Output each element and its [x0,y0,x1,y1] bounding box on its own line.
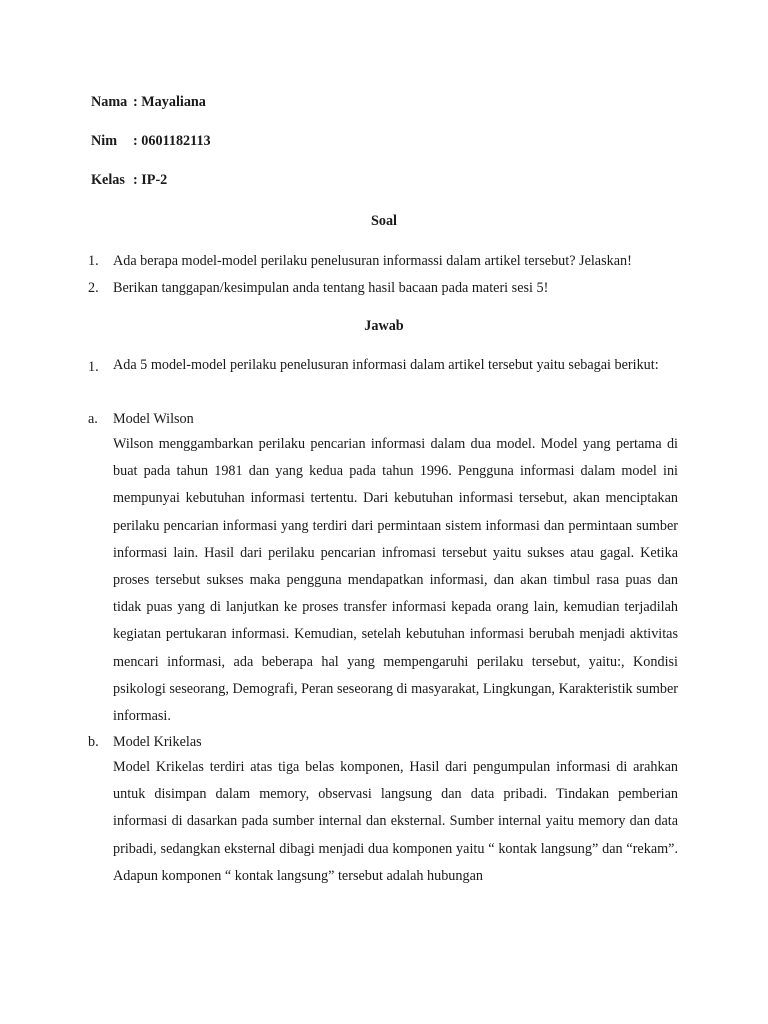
kelas-line [91,172,167,189]
question-number: 1. [88,253,99,269]
name-label: Nama [91,94,128,110]
model-title: Model Krikelas [113,734,202,750]
model-letter: b. [88,734,99,750]
question-text: Berikan tanggapan/kesimpulan anda tentang hasil bacaan pada materi sesi 5! [113,280,549,296]
name-line [91,94,206,111]
nim-value: : 0601182113 [133,133,211,149]
model-title: Model Wilson [113,411,194,427]
kelas-label: Kelas [91,172,125,188]
model-letter: a. [88,411,98,427]
nim-line [91,133,211,150]
name-value: : Mayaliana [133,94,206,110]
model-body: Wilson menggambarkan perilaku pencarian informasi dalam dua model. Model yang pertama di buat pada tahun 1981 dan yang kedua pada tahun 1996. Pengguna informasi dalam model ini mempunyai kebutuhan informasi tertentu. Dari kebutuhan informasi tersebut, akan menciptakan perilaku pencarian informasi yang terdiri dari permintaan sistem informasi dan permintaan sumber informasi lain. Hasil dari perilaku pencarian infromasi tersebut yaitu sukses atau gagal. Ketika proses tersebut sukses maka pengguna mendapatkan informasi, dan akan timbul rasa puas dan tidak puas yang di lanjutkan ke proses transfer informasi kepada orang lain, kemudian terjadilah kegiatan pertukaran informasi. Kemudian, setelah kebutuhan informasi berubah menjadi aktivitas mencari informasi, ada beberapa hal yang mempengaruhi perilaku tersebut, yaitu:, Kondisi psikologi seseorang, Demografi, Peran seseorang di masyarakat, Lingkungan, Karakteristik sumber informasi. [113,436,678,725]
answer-intro: Ada 5 model-model perilaku penelusuran informasi dalam artikel tersebut yaitu sebagai berikut: [113,357,659,373]
answer-number: 1. [88,359,99,375]
nim-label: Nim [91,133,118,149]
jawab-heading: Jawab [364,318,404,334]
model-body: Model Krikelas terdiri atas tiga belas komponen, Hasil dari pengumpulan informasi di arahkan untuk disimpan dalam memory, observasi langsung dan data pribadi. Tindakan pemberian informasi di dasarkan pada sumber internal dan eksternal. Sumber internal yaitu memory dan data pribadi, sedangkan eksternal dibagi menjadi dua komponen yaitu “ kontak langsung” dan “rekam”. Adapun komponen “ kontak langsung” tersebut adalah hubungan [113,759,678,884]
question-text: Ada berapa model-model perilaku penelusuran informassi dalam artikel tersebut? Jelaskan! [113,253,632,269]
kelas-value: : IP-2 [133,172,168,188]
soal-heading: Soal [370,213,398,229]
question-number: 2. [88,280,99,296]
